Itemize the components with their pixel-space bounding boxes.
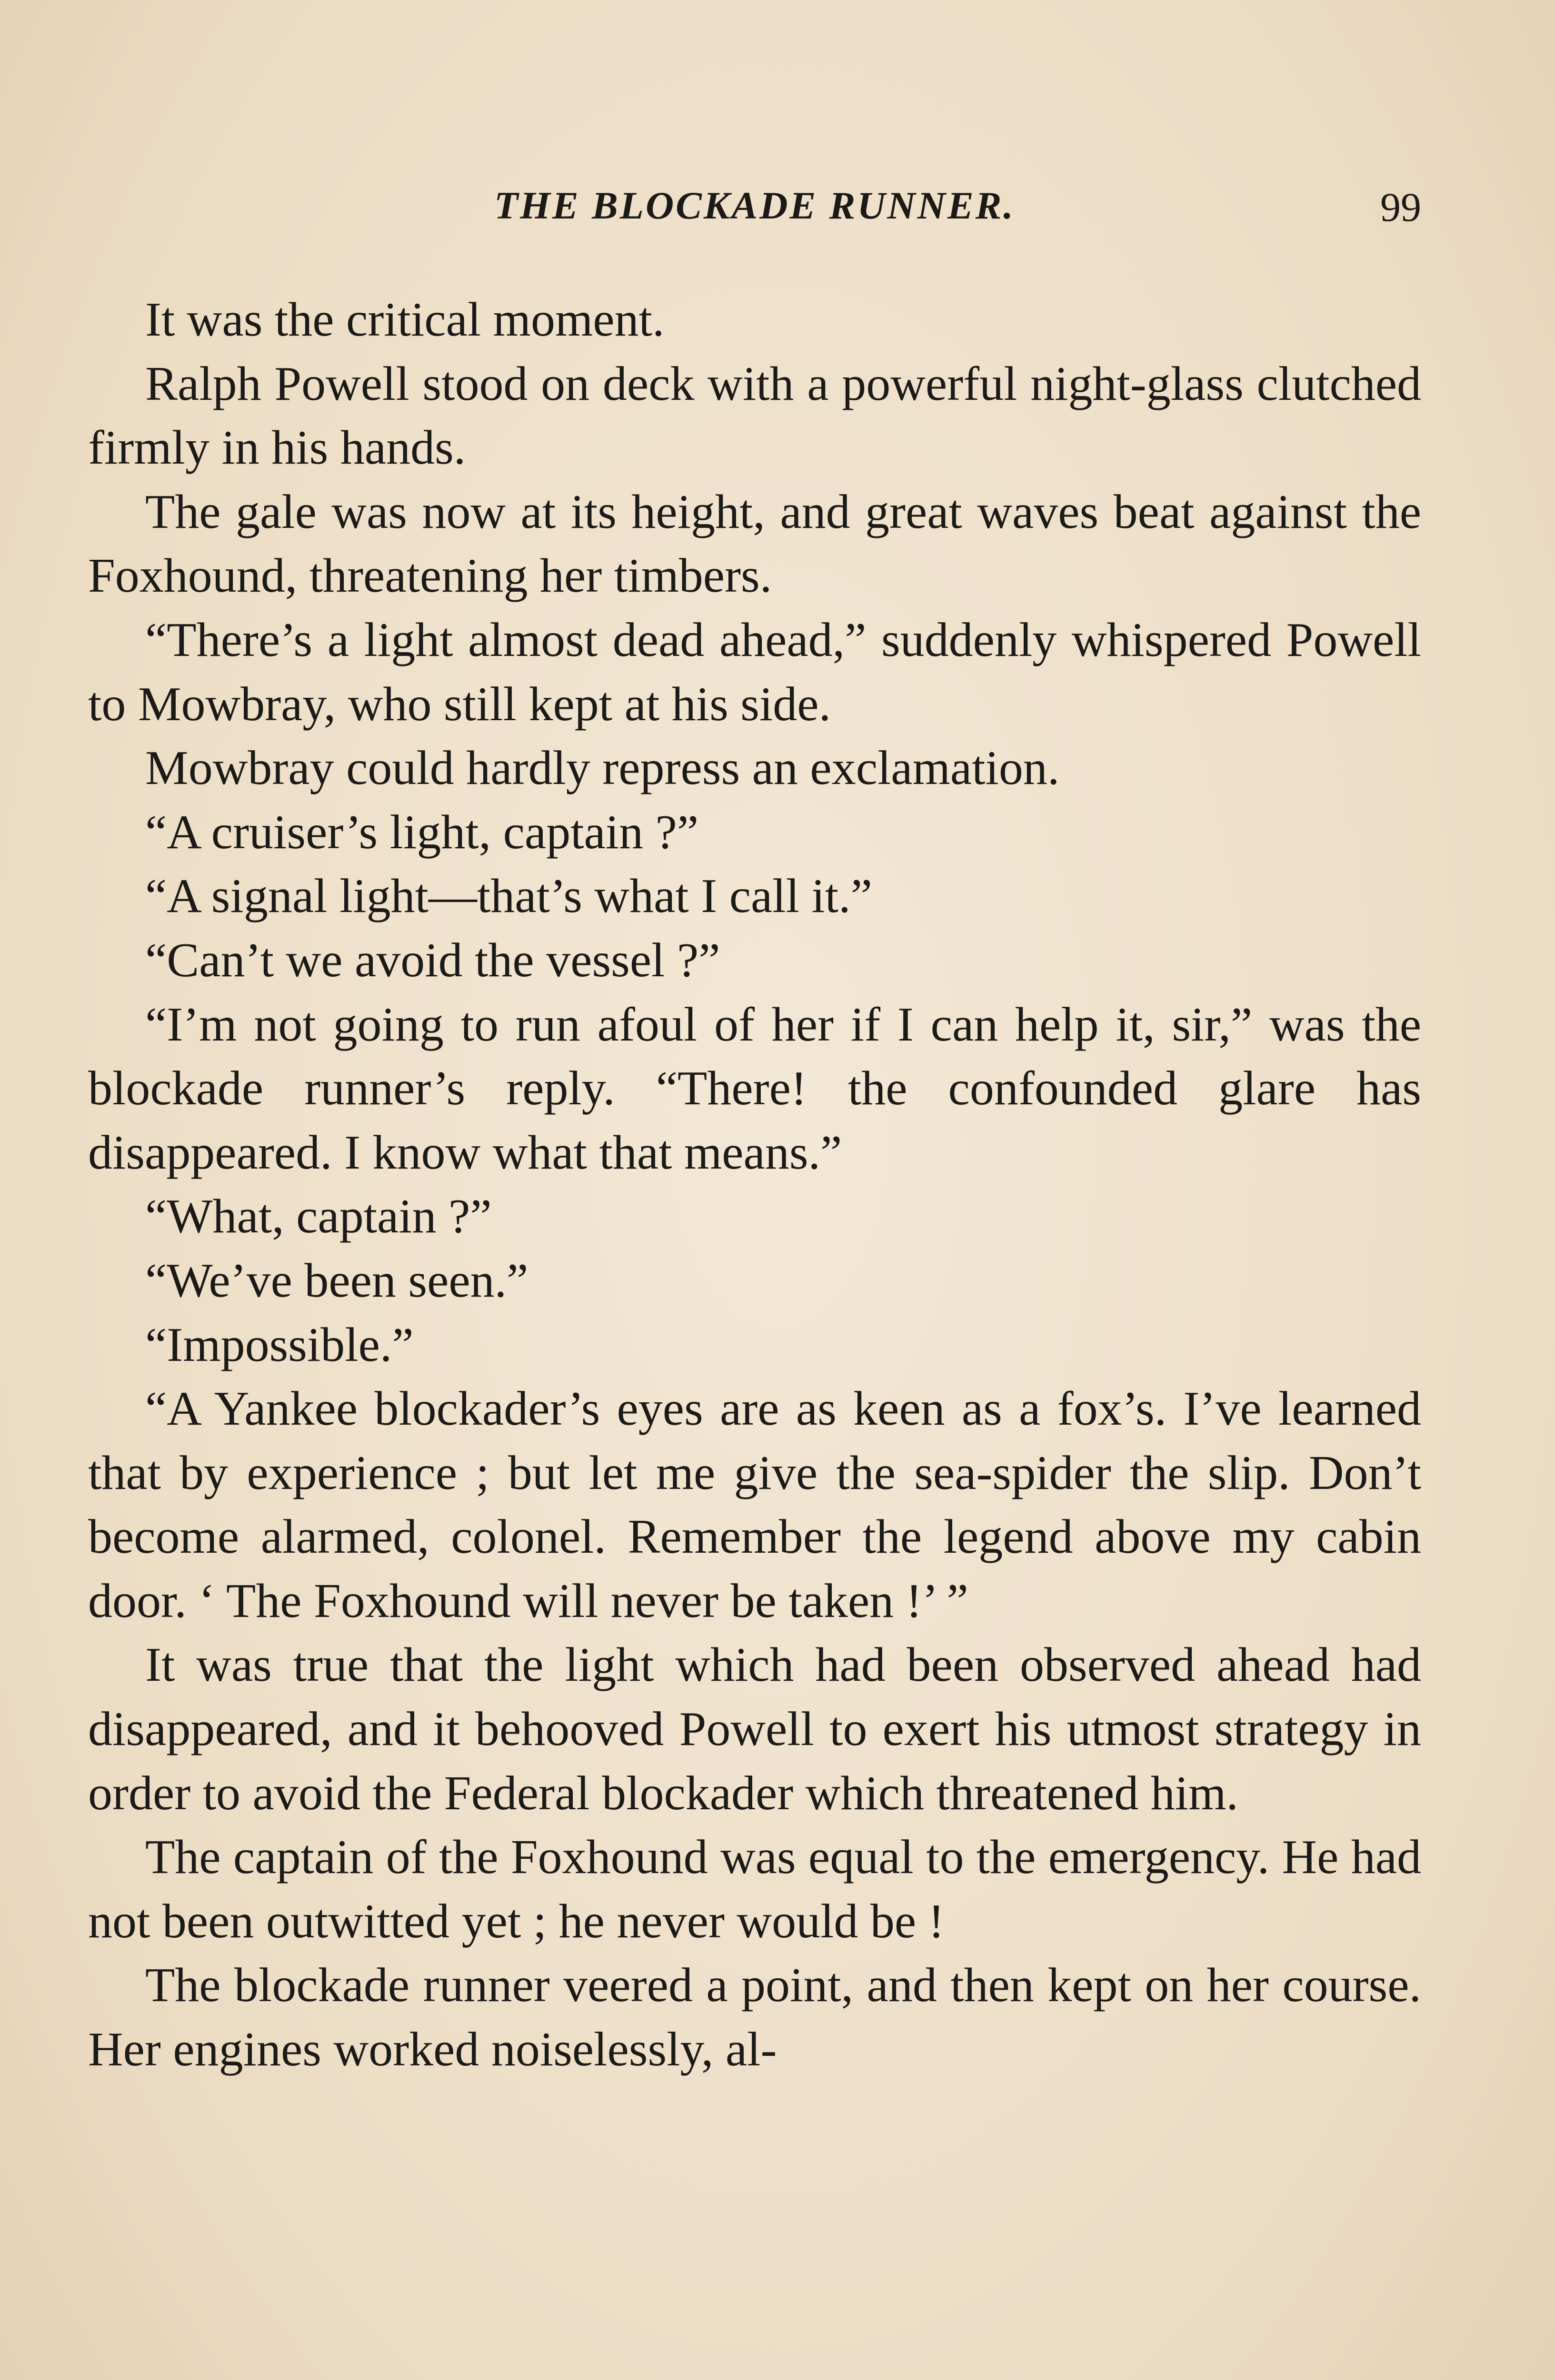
paragraph: “We’ve been seen.” xyxy=(145,1253,528,1308)
running-head xyxy=(88,183,1421,240)
paragraph: “I’m not going to run afoul of her if I can help it, sir,” was the blockade runner’s reply. “There! the confounded glare has disappeared. I know what that means.” xyxy=(88,997,1421,1180)
paragraph: “There’s a light almost dead ahead,” suddenly whispered Powell to Mowbray, who still kept at his side. xyxy=(88,613,1421,731)
body-text xyxy=(88,288,1421,2082)
paragraph: It was the critical moment. xyxy=(145,293,665,347)
paragraph: “Impossible.” xyxy=(145,1318,414,1372)
paragraph: The blockade runner veered a point, and then kept on her course. Her engines worked noiselessly, al- xyxy=(88,1958,1421,2077)
paragraph: “A Yankee blockader’s eyes are as keen as a fox’s. I’ve learned that by experience ; but let me give the sea-spider the slip. Don’t become alarmed, colonel. Remember the legend above my cabin door. ‘ The Foxhound will never be taken !’ ” xyxy=(88,1382,1421,1628)
paragraph: “A cruiser’s light, captain ?” xyxy=(145,805,699,859)
page-number: 99 xyxy=(1380,184,1421,230)
paragraph: “Can’t we avoid the vessel ?” xyxy=(145,933,720,987)
paragraph: Mowbray could hardly repress an exclamation. xyxy=(145,741,1060,795)
paragraph: It was true that the light which had been observed ahead had disappeared, and it behooved Powell to exert his utmost strategy in order to avoid the Federal blockader which threatened him. xyxy=(88,1638,1421,1820)
running-title: THE BLOCKADE RUNNER. xyxy=(494,184,1015,227)
paragraph: The gale was now at its height, and great waves beat against the Foxhound, threatening her timbers. xyxy=(88,485,1421,603)
paragraph: The captain of the Foxhound was equal to the emergency. He had not been outwitted yet ; he never would be ! xyxy=(88,1830,1421,1948)
paragraph: “What, captain ?” xyxy=(145,1190,492,1244)
paragraph: Ralph Powell stood on deck with a powerful night-glass clutched firmly in his hands. xyxy=(88,357,1421,475)
paragraph: “A signal light—that’s what I call it.” xyxy=(145,869,872,923)
